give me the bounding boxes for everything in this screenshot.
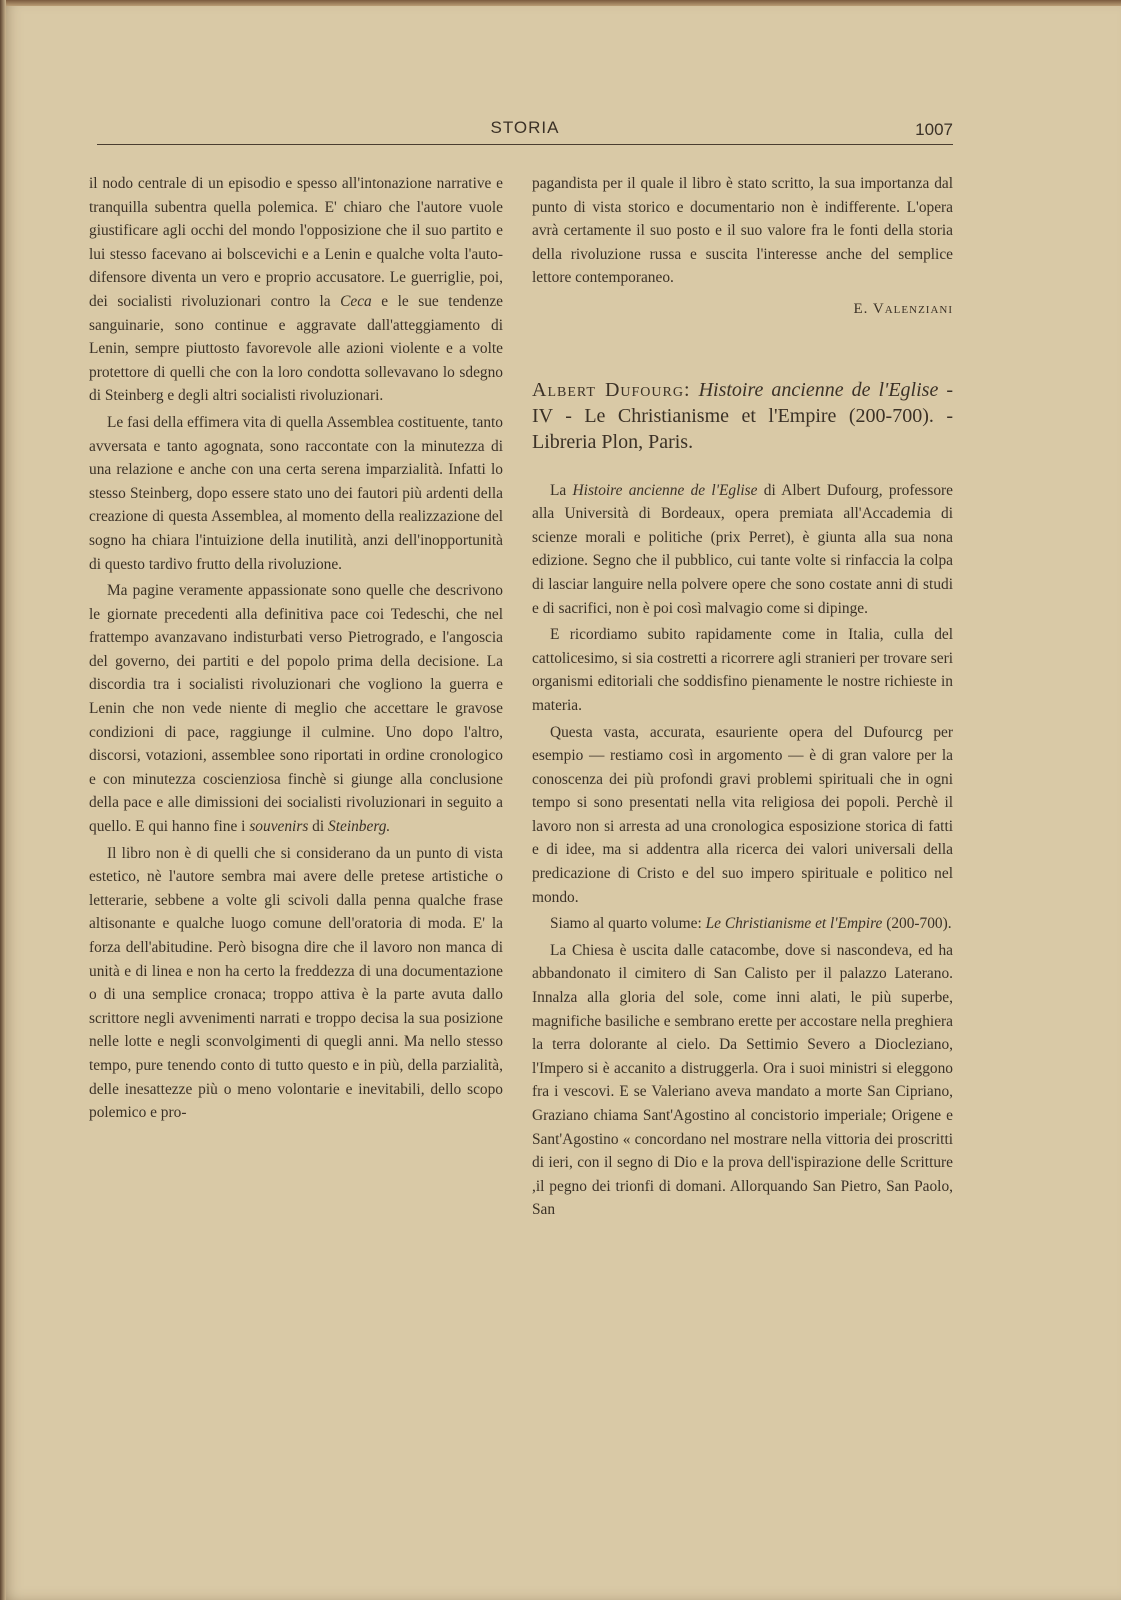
- paragraph: La Histoire ancienne de l'Eglise di Albert Dufourg, professore alla Università di Bordeaux, opera premiata all'Accademia di scienze morali e politiche (prix Perret), è giunta alla sua nona edizione. Segno che il pubblico, cui tante volte si rinfaccia la colpa di lasciar languire nella polvere opere che sono costate anni di studi e di sacrifici, non è poi così malvagio come si dipinge.: [532, 481, 953, 617]
- section-title: STORIA: [490, 118, 560, 137]
- page-binding-edge: [0, 0, 6, 1600]
- page-number: 1007: [915, 120, 953, 139]
- review-signature: E. Valenziani: [853, 300, 953, 317]
- paragraph: La Chiesa è uscita dalle catacombe, dove si nascondeva, ed ha abbandonato il cimitero di San Calisto per il palazzo Laterano. Innalza alla gloria del sole, come inni alati, le più superbe, magnifiche basiliche e sembrano erette per accostare nella preghiera la terra dolorante al cielo. Da Settimio Severo a Diocleziano, l'Impero si è accanito a distruggerla. Ora i suoi ministri si eleggono fra i vescovi. E se Valeriano aveva mandato a morte San Cipriano, Graziano chiama Sant'Agostino al concistorio imperiale; Origene e Sant'Agostino « concordano nel mostrare nella vittoria dei proscritti di ieri, con il segno di Dio e la prova dell'ispirazione delle Scritture ,il pegno dei trionfi di domani. Allorquando San Pietro, San Paolo, San: [532, 941, 953, 1219]
- paragraph: Il libro non è di quelli che si considerano da un punto di vista estetico, nè l'autore sembra mai avere delle pretese artistiche o letterarie, sebbene a volte gli scivoli dalla penna qualche frase altisonante e qualche luogo comune dell'oratoria di moda. E' la forza dell'abitudine. Però bisogna dire che il lavoro non manca di unità e di linea e non ha certo la freddezza di una documentazione o di una semplice cronaca; troppo attiva è la parte avuta dallo scrittore negli avvenimenti narrati e troppo decisa la sua posizione nelle lotte e negli sconvolgimenti di quegli anni. Ma nello stesso tempo, pure tenendo conto di tutto questo e in più, della parzialità, delle inesattezze più o meno volontarie e inevitabili, dello scopo polemico e pro-: [89, 844, 503, 1122]
- paragraph: Le fasi della effimera vita di quella Assemblea costituente, tanto avversata e tanto agognata, sono raccontate con la minutezza di una relazione e anche con una certa serena imparzialità. Infatti lo stesso Steinberg, dopo essere stato uno dei fautori più ardenti della creazione di questa Assemblea, al momento della realizzazione del sogno ha chiara l'intuizione della inutilità, anzi dell'inopportunità di questo tardivo frutto della rivoluzione.: [89, 413, 503, 573]
- review-heading: Albert Dufourg: Histoire ancienne de l'Eglise - IV - Le Christianisme et l'Empire (200-700). - Libreria Plon, Paris.: [532, 378, 954, 453]
- left-column: [89, 172, 503, 1125]
- paragraph: pagandista per il quale il libro è stato scritto, la sua importanza dal punto di vista storico e documentario non è indifferente. L'opera avrà certamente il suo posto e il suo valore fra le fonti della storia della rivoluzione russa e suscita l'interesse anche del semplice lettore contemporaneo.: [532, 175, 953, 287]
- page-top-edge: [0, 0, 1121, 6]
- paragraph: Ma pagine veramente appassionate sono quelle che descrivono le giornate precedenti alla definitiva pace coi Tedeschi, che nel frattempo avanzavano indisturbati verso Pietrogrado, e l'angoscia del governo, dei partiti e del popolo prima della decisione. La discordia tra i socialisti rivoluzionari che vogliono la guerra e Lenin che non vede niente di meglio che accettare le gravose condizioni di pace, raggiunge il culmine. Uno dopo l'altro, discorsi, votazioni, assemblee sono riportati in ordine cronologico e con minutezza coscienziosa finchè si giunge alla conclusione della pace e alle dimissioni dei socialisti rivoluzionari in seguito a quello. E qui hanno fine i souvenirs di Steinberg.: [89, 582, 503, 836]
- paragraph: Siamo al quarto volume: Le Christianisme et l'Empire (200-700).: [550, 915, 952, 933]
- paragraph: il nodo centrale di un episodio e spesso all'intonazione narrative e tranquilla subentra quella polemica. E' chiaro che l'autore vuole giustificare agli occhi del mondo l'opposizione che il suo partito e lui stesso facevano ai bolscevichi e a Lenin e qualche volta l'auto-difensore diventa un vero e proprio accusatore. Le guerriglie, poi, dei socialisti rivoluzionari contro la Ceca e le sue tendenze sanguinarie, sono continue e aggravate dall'atteggiamento di Lenin, sempre piuttosto favorevole alle azioni violente e a volte protettore di quelli che con la loro condotta sollevavano lo sdegno di Steinberg e degli altri socialisti rivoluzionari.: [89, 175, 503, 405]
- right-column: [532, 172, 953, 1222]
- paragraph: Questa vasta, accurata, esauriente opera del Dufourcg per esempio — restiamo così in argomento — è di gran valore per la conoscenza dei più profondi gravi problemi spirituali che in ogni tempo si sono presentati nella vita religiosa dei popoli. Perchè il lavoro non si arresta ad una cronologica esposizione storica di fatti e di idee, ma si addentra alla ricerca dei valori universali della predicazione di Cristo e del suo impero spirituale e politico nel mondo.: [532, 723, 953, 906]
- paragraph: E ricordiamo subito rapidamente come in Italia, culla del cattolicesimo, si sia costretti a ricorrere agli stranieri per trovare seri organismi editoriali che soddisfino pienamente le nostre richieste in materia.: [532, 626, 953, 714]
- running-header: [97, 118, 953, 145]
